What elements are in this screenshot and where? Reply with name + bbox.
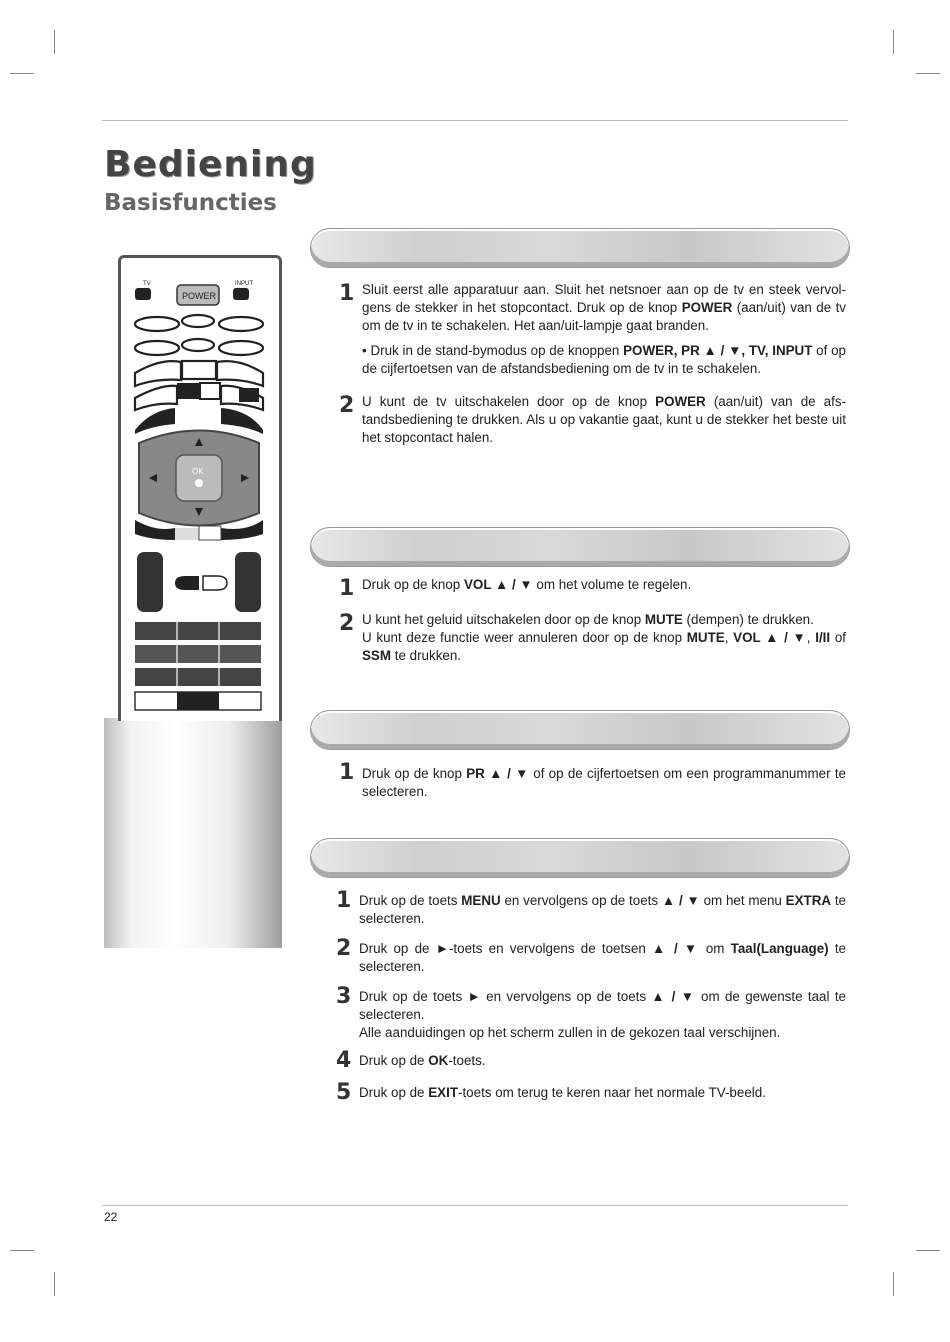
tv-label: TV xyxy=(143,281,151,287)
section-1-header xyxy=(310,228,850,268)
crop-mark xyxy=(54,30,55,54)
step-text: Druk op de knop VOL ▲ / ▼ om het volume te regelen. xyxy=(362,577,692,592)
step-text: Druk op de EXIT-toets om terug te keren naar het normale TV-beeld. xyxy=(359,1085,766,1100)
page-subtitle: Basisfuncties xyxy=(104,190,277,216)
step-number: 5 xyxy=(336,1080,352,1105)
remote-control-graphic xyxy=(121,258,279,721)
crop-mark xyxy=(10,73,34,74)
step-note: • Druk in de stand-bymodus op de knoppen POWER, PR ▲ / ▼, TV, INPUT of op de cijfertoetsen van de afstandsbediening om de tv in te schakelen. xyxy=(362,343,846,376)
crop-mark xyxy=(10,1250,34,1251)
step-number: 3 xyxy=(336,984,352,1009)
remote-fade-illustration xyxy=(104,718,282,948)
step-text: U kunt het geluid uitschakelen door op de knop MUTE (dempen) te drukken. U kunt deze functie weer annuleren door op de knop MUTE, VOL ▲ / ▼, I/II of SSM te drukken. xyxy=(362,612,846,663)
crop-mark xyxy=(916,73,940,74)
power-label: POWER xyxy=(182,291,217,301)
header-rule xyxy=(102,120,848,121)
crop-mark xyxy=(916,1250,940,1251)
step-number: 4 xyxy=(336,1048,352,1073)
section-2-header xyxy=(310,527,850,567)
step-text: Druk op de knop PR ▲ / ▼ of op de cijfertoetsen om een programmanummer te selecteren. xyxy=(362,766,846,799)
step-number: 1 xyxy=(339,760,355,785)
step-number: 2 xyxy=(336,936,352,961)
step-text: Sluit eerst alle apparatuur aan. Sluit het netsnoer aan op de tv en steek vervol-gens de stekker in het stopcontact. Druk op de knop POWER (aan/uit) van de tv om de tv in te schakelen. Het aan/uit-lampje gaat branden. xyxy=(362,282,847,333)
step-text: Druk op de toets MENU en vervolgens op de toets ▲ / ▼ om het menu EXTRA te selecteren. xyxy=(359,893,846,926)
step-text: Druk op de OK-toets. xyxy=(359,1053,486,1068)
crop-mark xyxy=(893,1272,894,1296)
step-number: 2 xyxy=(339,393,355,418)
step-text: Druk op de toets ► en vervolgens op de toets ▲ / ▼ om de gewenste taal te selecteren. Alle aanduidingen op het scherm zullen in de gekozen taal verschijnen. xyxy=(359,989,847,1040)
step-text: Druk op de ►-toets en vervolgens de toetsen ▲ / ▼ om Taal(Language) te selecteren. xyxy=(359,941,847,974)
step-number: 1 xyxy=(336,888,352,913)
remote-control-illustration xyxy=(118,255,282,721)
step-number: 1 xyxy=(339,281,355,306)
ok-label: OK xyxy=(192,467,204,476)
page-title: Bediening xyxy=(104,144,317,185)
section-3-header xyxy=(310,710,850,750)
crop-mark xyxy=(54,1272,55,1296)
section-4-header xyxy=(310,838,850,878)
crop-mark xyxy=(893,30,894,54)
footer-rule xyxy=(102,1205,848,1206)
input-label: INPUT xyxy=(235,281,253,287)
step-text: U kunt de tv uitschakelen door op de knop POWER (aan/uit) van de afs-tandsbediening te drukken. Als u op vakantie gaat, kunt u de stekker het beste uit het stopcontact halen. xyxy=(362,394,847,445)
step-number: 2 xyxy=(339,611,355,636)
page-number: 22 xyxy=(104,1210,118,1224)
step-number: 1 xyxy=(339,576,355,601)
